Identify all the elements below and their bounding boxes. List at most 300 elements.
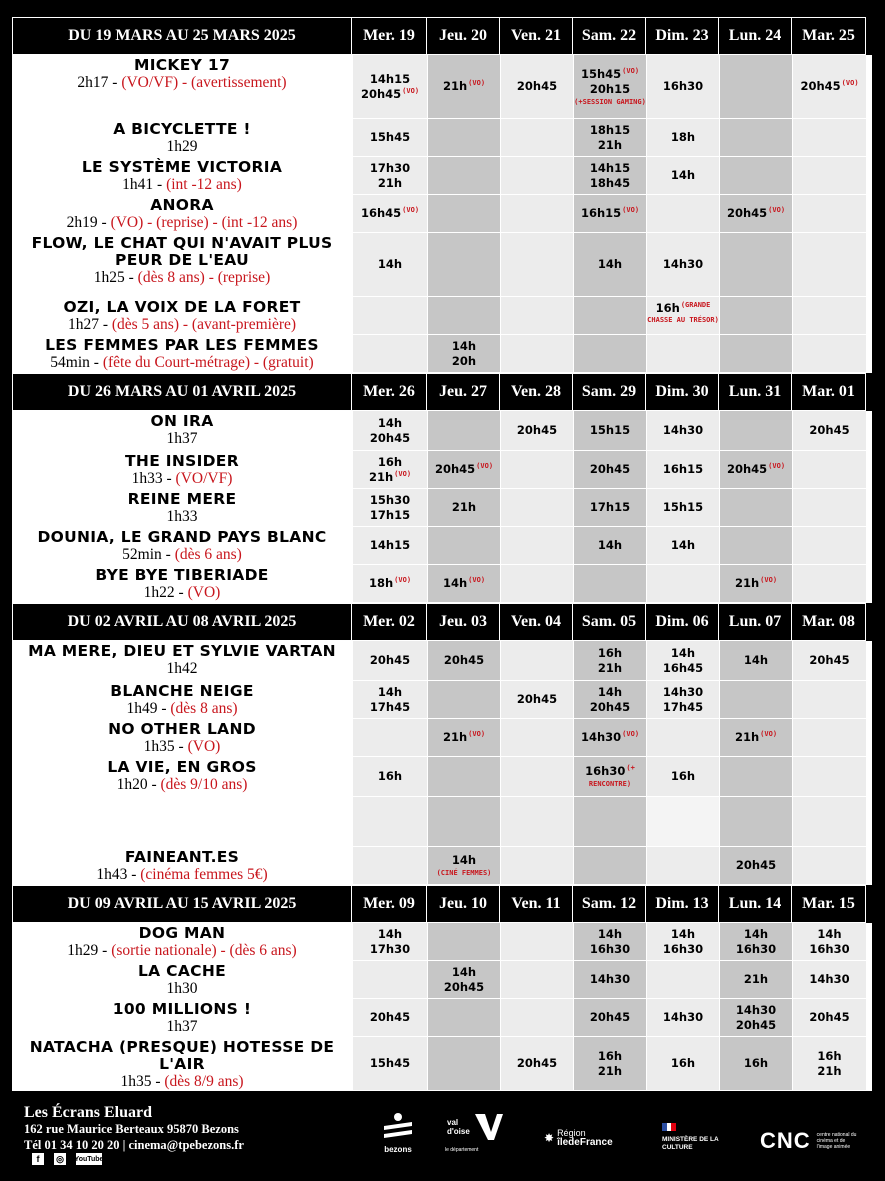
showtime-cell[interactable]: [792, 641, 866, 681]
week-header: [12, 17, 872, 55]
showtime-cell: [792, 157, 866, 195]
showtime-hour: 21h: [817, 1063, 842, 1078]
showtime-cell[interactable]: [646, 411, 719, 451]
showtime-cell[interactable]: [719, 719, 792, 757]
day-header: Jeu. 20: [427, 17, 500, 55]
showtime-cell[interactable]: [500, 55, 573, 119]
showtime-cell[interactable]: [427, 489, 500, 527]
version-tag: (VO): [841, 79, 859, 88]
showtime-cell[interactable]: [573, 999, 646, 1037]
showtime-cell: [646, 335, 719, 373]
showtime: [370, 508, 410, 523]
film-duration: 1h29 -: [67, 942, 112, 959]
showtime-cell: [500, 119, 573, 157]
showtime: [744, 653, 768, 668]
showtime-cell[interactable]: [646, 297, 719, 335]
showtime-cell[interactable]: [427, 641, 500, 681]
social-links: [32, 1153, 102, 1165]
showtime-hour: 14h30: [662, 423, 704, 437]
day-header: Ven. 11: [500, 885, 573, 923]
showtime: [809, 653, 849, 668]
showtime-cell[interactable]: [719, 961, 792, 999]
showtime-cell: [719, 297, 792, 335]
showtime-cell[interactable]: [352, 451, 427, 489]
instagram-icon[interactable]: ◎: [54, 1153, 66, 1165]
showtime-cell: [500, 195, 573, 233]
showtime-cell[interactable]: [573, 681, 646, 719]
showtime-hour: 20h: [451, 353, 477, 368]
film-duration: 1h25 -: [93, 269, 138, 286]
showtime-cell[interactable]: [719, 1037, 792, 1091]
showtime-hour: 14h: [597, 257, 623, 271]
film-title[interactable]: REINE MERE: [127, 490, 237, 508]
film-tags: (dès 6 ans): [174, 546, 242, 563]
showtime-hour: 20h45: [809, 653, 850, 667]
showtime-cell[interactable]: [792, 999, 866, 1037]
showtime-cell: [792, 195, 866, 233]
film-title[interactable]: FLOW, LE CHAT QUI N'AVAIT PLUS PEUR DE L'EAU: [31, 234, 333, 269]
showtime-cell[interactable]: [792, 1037, 866, 1091]
film-details: [167, 430, 198, 447]
showtime-hour: 14h: [670, 168, 696, 182]
showtime-cell[interactable]: [500, 411, 573, 451]
showtime-cell[interactable]: [646, 233, 719, 297]
showtime-cell[interactable]: [427, 847, 500, 885]
showtime-cell[interactable]: [573, 55, 646, 119]
showtime-cell[interactable]: [352, 119, 427, 157]
showtime-cell[interactable]: [646, 55, 719, 119]
showtime: [378, 416, 402, 431]
showtime: [437, 853, 492, 878]
week-title: DU 09 AVRIL AU 15 AVRIL 2025: [12, 885, 352, 923]
showtime-cell[interactable]: [646, 527, 719, 565]
showtime-cell: [719, 335, 792, 373]
version-tag: (VO): [622, 730, 640, 739]
film-title[interactable]: NO OTHER LAND: [108, 720, 256, 738]
showtime-cell[interactable]: [573, 157, 646, 195]
showtime-hour: 14h: [670, 926, 696, 941]
version-tag: (VO): [394, 576, 412, 585]
showtime-cell[interactable]: [500, 681, 573, 719]
film-details: [67, 214, 298, 231]
showtime: [443, 730, 485, 745]
showtime: [452, 500, 476, 515]
showtime: [590, 942, 630, 957]
film-title[interactable]: ON IRA: [150, 412, 214, 430]
showtime-cell[interactable]: [427, 565, 500, 603]
showtime-hour: 20h45: [516, 79, 558, 93]
showtime: [598, 685, 622, 700]
showtime: [809, 942, 849, 957]
showtime-cell[interactable]: [427, 451, 500, 489]
showtime-cell: [427, 119, 500, 157]
showtime-cell[interactable]: [573, 489, 646, 527]
version-tag: (VO): [468, 576, 486, 585]
cinema-contact[interactable]: Tél 01 34 10 20 20 | cinema@tpebezons.fr: [24, 1138, 244, 1152]
showtime-cell: [427, 157, 500, 195]
schedule-sheet: [12, 17, 872, 1091]
showtime-hour: 20h45: [809, 1010, 850, 1024]
showtime-cell[interactable]: [646, 641, 719, 681]
film-title[interactable]: NATACHA (PRESQUE) HOTESSE DE L'AIR: [29, 1038, 335, 1073]
showtime-hour: 20h45: [735, 858, 777, 872]
showtime-cell[interactable]: [352, 55, 427, 119]
film-tags: (VO) - (reprise) - (int -12 ans): [110, 214, 298, 231]
bezons-logo: bezons: [378, 1112, 418, 1154]
showtime-hour: 17h30: [369, 941, 411, 956]
showtime-hour: 20h45: [516, 692, 558, 706]
showtime-cell[interactable]: [352, 565, 427, 603]
showtime-cell[interactable]: [646, 489, 719, 527]
showtime-hour: 21h: [597, 660, 623, 675]
showtime-cell[interactable]: [573, 411, 646, 451]
showtime-cell[interactable]: [573, 233, 646, 297]
film-duration: 52min -: [122, 546, 175, 563]
film-duration: 1h27 -: [67, 316, 112, 333]
showtime-hour: 20h45: [589, 699, 631, 714]
showtime: [809, 423, 849, 438]
showtime-hour: 20h45: [443, 653, 485, 667]
showtime-hour: 14h: [670, 645, 696, 660]
showtime-cell[interactable]: [646, 1037, 719, 1091]
showtime-cell[interactable]: [719, 195, 792, 233]
showtime-cell: [792, 847, 866, 885]
showtime-hour: 17h30: [369, 160, 411, 175]
film-title[interactable]: ANORA: [150, 196, 214, 214]
film-info: [12, 847, 352, 885]
film-info: [12, 999, 352, 1037]
showtime: [590, 462, 630, 477]
showtime: [744, 1056, 768, 1071]
showtime-cell: [352, 961, 427, 999]
showtime-hour: 16h30: [662, 79, 704, 93]
film-title[interactable]: MA MERE, DIEU ET SYLVIE VARTAN: [28, 642, 336, 660]
showtime-hour: 14h: [597, 684, 623, 699]
showtime-cell[interactable]: [646, 923, 719, 961]
cinema-address: 162 rue Maurice Berteaux 95870 Bezons: [24, 1122, 239, 1136]
showtime: [736, 1003, 776, 1018]
showtime-cell: [427, 1037, 500, 1091]
film-tags: (VO): [187, 738, 221, 755]
showtime: [590, 423, 630, 438]
showtime-cell: [427, 999, 500, 1037]
showtime-hour: 20h45: [735, 1017, 777, 1032]
showtime-cell: [427, 195, 500, 233]
version-tag: (VO): [622, 206, 640, 215]
film-details: [167, 980, 198, 997]
film-title[interactable]: OZI, LA VOIX DE LA FORET: [63, 298, 301, 316]
film-details: [68, 316, 296, 333]
showtime-cell[interactable]: [646, 157, 719, 195]
film-duration: 1h43 -: [96, 866, 141, 883]
film-duration: 1h35 -: [120, 1073, 165, 1090]
showtime-cell[interactable]: [352, 923, 427, 961]
showtime-hour: 21h: [743, 972, 769, 986]
film-details: [120, 1073, 243, 1090]
showtime: [517, 79, 557, 94]
showtime-cell[interactable]: [352, 681, 427, 719]
day-header: Mar. 01: [792, 373, 866, 411]
showtime: [590, 123, 630, 138]
showtime-cell: [500, 757, 573, 797]
film-title[interactable]: BLANCHE NEIGE: [110, 682, 254, 700]
showtime: [370, 1056, 410, 1071]
showtime-cell: [500, 797, 573, 847]
showtime: [452, 354, 476, 369]
showtime: [736, 1018, 776, 1033]
showtime-cell[interactable]: [352, 1037, 427, 1091]
film-row: [12, 565, 872, 603]
showtime-cell: [427, 923, 500, 961]
showtime-cell[interactable]: [352, 757, 427, 797]
film-title[interactable]: MICKEY 17: [133, 56, 231, 74]
showtime-cell[interactable]: [352, 233, 427, 297]
showtime-hour: 21h: [377, 175, 403, 190]
showtime: [671, 130, 695, 145]
film-title[interactable]: LE SYSTÈME VICTORIA: [81, 158, 283, 176]
film-tags: (VO/VF) - (avertissement): [121, 74, 287, 91]
showtime: [574, 82, 646, 107]
showtime: [809, 1010, 849, 1025]
showtime-hour: 21h: [597, 137, 623, 152]
showtime-cell[interactable]: [352, 195, 427, 233]
showtime-cell[interactable]: [719, 565, 792, 603]
showtime-hour: 14h: [743, 926, 769, 941]
showtime: [370, 130, 410, 145]
showtime: [598, 538, 622, 553]
film-tags: (VO/VF): [175, 470, 233, 487]
showtime: [727, 206, 785, 221]
showtime-cell: [646, 797, 719, 847]
showtime: [727, 462, 785, 477]
showtime-hour: 14h: [670, 538, 696, 552]
showtime-cell[interactable]: [573, 1037, 646, 1091]
day-header: Jeu. 03: [427, 603, 500, 641]
film-title[interactable]: LES FEMMES PAR LES FEMMES: [45, 336, 319, 354]
showtime-hour: 18h45: [589, 175, 631, 190]
showtime-cell[interactable]: [573, 119, 646, 157]
day-header: Mar. 08: [792, 603, 866, 641]
film-tags: (fête du Court-métrage) - (gratuit): [102, 354, 314, 371]
film-row: [12, 119, 872, 157]
event-note: (CINÉ FEMMES): [436, 869, 492, 877]
film-row: [12, 195, 872, 233]
showtime-cell[interactable]: [500, 1037, 573, 1091]
showtime-hour: 14h15: [369, 71, 411, 86]
day-header: Mar. 15: [792, 885, 866, 923]
showtime: [590, 500, 630, 515]
showtime-cell[interactable]: [719, 641, 792, 681]
showtime-cell[interactable]: [792, 411, 866, 451]
showtime-cell: [500, 719, 573, 757]
film-title[interactable]: FAINEANT.ES: [124, 848, 240, 866]
film-row: [12, 641, 872, 681]
showtime: [517, 1056, 557, 1071]
day-header: Ven. 04: [500, 603, 573, 641]
region-logo: ✸ Région îledeFrance: [544, 1128, 613, 1148]
showtime-cell: [792, 233, 866, 297]
showtime-cell: [573, 797, 646, 847]
film-tags: (int -12 ans): [166, 176, 242, 193]
film-title[interactable]: DOG MAN: [138, 924, 226, 942]
day-header: Mer. 09: [352, 885, 427, 923]
showtime-cell[interactable]: [792, 55, 866, 119]
day-header: Sam. 05: [573, 603, 646, 641]
showtime-cell[interactable]: [352, 641, 427, 681]
showtime: [443, 576, 485, 591]
day-header: Mer. 26: [352, 373, 427, 411]
showtime-cell[interactable]: [352, 527, 427, 565]
film-info: [12, 757, 352, 797]
film-row: [12, 719, 872, 757]
film-info: [12, 797, 352, 847]
showtime-cell[interactable]: [646, 999, 719, 1037]
showtime-cell[interactable]: [719, 847, 792, 885]
week-block: [12, 17, 872, 373]
showtime-cell[interactable]: [646, 451, 719, 489]
day-header: Dim. 13: [646, 885, 719, 923]
day-header: Lun. 14: [719, 885, 792, 923]
film-title[interactable]: LA VIE, EN GROS: [107, 758, 257, 776]
showtime-hour: 16h: [377, 769, 403, 783]
showtime-cell: [792, 565, 866, 603]
showtime: [735, 576, 777, 591]
day-header: Ven. 28: [500, 373, 573, 411]
day-header: Ven. 21: [500, 17, 573, 55]
showtime-cell[interactable]: [719, 923, 792, 961]
film-details: [50, 354, 313, 371]
showtime-cell: [427, 681, 500, 719]
showtime-hour: 14h: [451, 964, 477, 979]
showtime-cell[interactable]: [427, 55, 500, 119]
showtime-cell: [500, 233, 573, 297]
showtime: [361, 87, 419, 102]
showtime-cell[interactable]: [573, 527, 646, 565]
showtime-hour: 14h: [377, 415, 403, 430]
film-info: [12, 55, 352, 119]
showtime-cell[interactable]: [573, 757, 646, 797]
showtime: [671, 1056, 695, 1071]
showtime-cell[interactable]: [573, 451, 646, 489]
day-header: Dim. 06: [646, 603, 719, 641]
showtime-hour: 14h: [377, 926, 403, 941]
week-block: [12, 603, 872, 885]
showtime-cell[interactable]: [573, 641, 646, 681]
showtime-hour: 14h30: [662, 1010, 704, 1024]
film-title[interactable]: A BICYCLETTE !: [113, 120, 251, 138]
showtime-cell[interactable]: [646, 681, 719, 719]
youtube-icon[interactable]: YouTube: [76, 1153, 102, 1165]
film-duration: 1h49 -: [126, 700, 171, 717]
facebook-icon[interactable]: f: [32, 1153, 44, 1165]
film-title[interactable]: 100 MILLIONS !: [112, 1000, 252, 1018]
film-row: [12, 1037, 872, 1091]
showtime: [598, 927, 622, 942]
showtime-cell: [719, 411, 792, 451]
showtime-cell[interactable]: [719, 999, 792, 1037]
showtime-cell[interactable]: [352, 157, 427, 195]
day-header: Mar. 25: [792, 17, 866, 55]
showtime-hour: 20h45: [369, 653, 411, 667]
showtime-cell[interactable]: [719, 451, 792, 489]
film-title[interactable]: LA CACHE: [138, 962, 226, 980]
film-info: [12, 195, 352, 233]
showtime: [378, 176, 402, 191]
showtime-hour: 17h15: [589, 500, 631, 514]
film-title[interactable]: DOUNIA, LE GRAND PAYS BLANC: [37, 528, 327, 546]
showtime: [663, 700, 703, 715]
showtime-cell[interactable]: [352, 411, 427, 451]
showtime: [590, 161, 630, 176]
showtime-cell: [719, 119, 792, 157]
film-row: [12, 681, 872, 719]
film-info: [12, 335, 352, 373]
week-title: DU 02 AVRIL AU 08 AVRIL 2025: [12, 603, 352, 641]
showtime-hour: 20h45: [726, 206, 768, 220]
showtime-hour: 15h15: [589, 423, 631, 437]
film-details: [132, 470, 233, 487]
showtime: [663, 685, 703, 700]
version-tag: (GRANDE CHASSE AU TRÉSOR): [647, 300, 719, 324]
showtime-hour: 16h: [655, 300, 680, 315]
showtime-cell[interactable]: [573, 923, 646, 961]
showtime: [598, 646, 622, 661]
film-tags: (cinéma femmes 5€): [140, 866, 268, 883]
showtime: [817, 1064, 841, 1079]
showtime-cell[interactable]: [427, 335, 500, 373]
showtime: [809, 972, 849, 987]
film-details: [122, 176, 242, 193]
showtime-cell[interactable]: [646, 757, 719, 797]
showtime-cell[interactable]: [352, 999, 427, 1037]
showtime-cell[interactable]: [573, 195, 646, 233]
film-details: [167, 1018, 198, 1035]
showtime-cell[interactable]: [427, 719, 500, 757]
showtime-cell[interactable]: [352, 489, 427, 527]
showtime-cell[interactable]: [427, 961, 500, 999]
showtime: [671, 769, 695, 784]
film-duration: 1h29: [166, 138, 198, 155]
showtime-cell[interactable]: [573, 719, 646, 757]
showtime-hour: 15h30: [369, 492, 411, 507]
film-title[interactable]: BYE BYE TIBERIADE: [95, 566, 269, 584]
showtime-cell: [573, 847, 646, 885]
showtime-cell: [500, 451, 573, 489]
showtime: [671, 927, 695, 942]
film-tags: (dès 9/10 ans): [160, 776, 248, 793]
day-header: Lun. 31: [719, 373, 792, 411]
day-header: Lun. 24: [719, 17, 792, 55]
showtime: [581, 67, 639, 82]
showtime-cell[interactable]: [792, 923, 866, 961]
showtime-cell[interactable]: [573, 961, 646, 999]
showtime: [452, 339, 476, 354]
showtime: [744, 972, 768, 987]
film-row: [12, 527, 872, 565]
showtime-cell[interactable]: [646, 119, 719, 157]
showtime-cell[interactable]: [792, 961, 866, 999]
film-duration: 1h41 -: [122, 176, 167, 193]
film-title[interactable]: THE INSIDER: [125, 452, 239, 470]
showtime-cell: [500, 489, 573, 527]
showtime-hour: 20h15: [589, 81, 631, 96]
day-header: Mer. 02: [352, 603, 427, 641]
showtime-cell: [719, 55, 792, 119]
film-tags: (VO): [187, 584, 221, 601]
showtime-hour: 14h: [442, 576, 468, 590]
showtime-cell: [352, 719, 427, 757]
film-duration: 1h30: [166, 980, 198, 997]
